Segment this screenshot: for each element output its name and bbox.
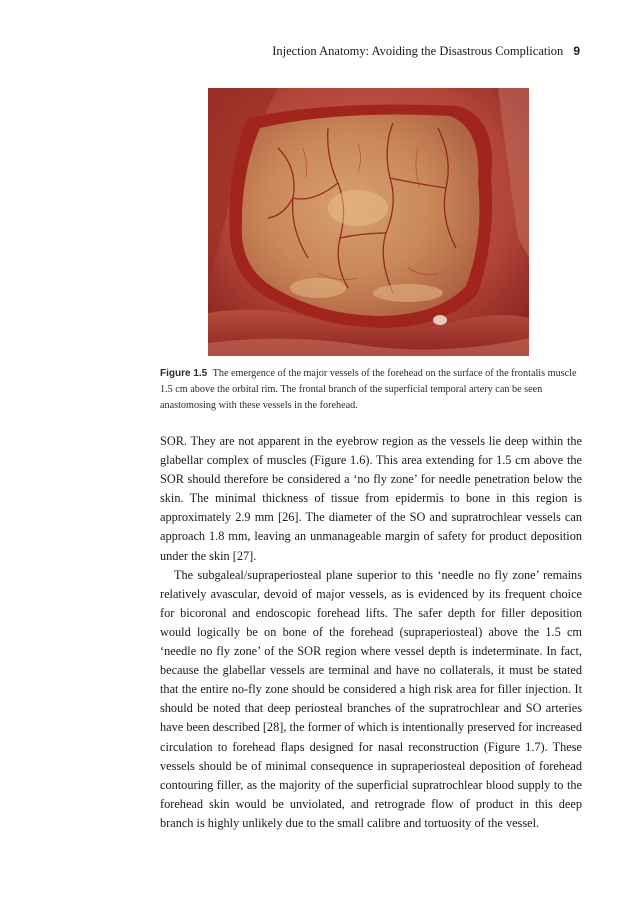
running-head-title: Injection Anatomy: Avoiding the Disastrous Complication <box>272 44 564 58</box>
running-head <box>160 44 580 59</box>
figure-caption <box>160 366 582 414</box>
figure-caption-text: The emergence of the major vessels of the forehead on the surface of the frontalis muscle 1.5 cm above the orbital rim. The frontal branch of the superficial temporal artery can be seen anastomosing with these vessels in the forehead. <box>160 368 577 411</box>
surgical-photo <box>208 88 529 356</box>
page-number: 9 <box>573 44 580 58</box>
paragraph-2: The subgaleal/supraperiosteal plane superior to this ‘needle no fly zone’ remains relatively avascular, devoid of major vessels, as is evidenced by its frequent choice for bicoronal and endoscopic forehead lifts. The safer depth for filler deposition would logically be on bone of the forehead (supraperiosteal) above the 1.5 cm ‘needle no fly zone’ of the SOR region where vessel depth is indeterminate. In fact, because the glabellar vessels are terminal and have no collaterals, it must be stated that the entire no-fly zone should be considered a high risk area for filler injection. It should be noted that deep periosteal branches of the supratrochlear and SO arteries have been described [28], the former of which is intentionally preserved for increased circulation to forehead flaps designed for nasal reconstruction (Figure 1.7). These vessels should be of minimal consequence in supraperiosteal deposition of forehead contouring filler, as the majority of the superficial supratrochlear blood supply to the forehead skin would be unviolated, and retrograde flow of product in this deep branch is highly unlikely due to the small calibre and tortuosity of the vessel. <box>160 567 582 830</box>
paragraph-1: SOR. They are not apparent in the eyebrow region as the vessels lie deep within the glabellar complex of muscles (Figure 1.6). This area extending for 1.5 cm above the SOR should therefore be considered a ‘no fly zone’ for needle penetration below the skin. The minimal thickness of tissue from epidermis to bone in this region is approximately 2.9 mm [26]. The diameter of the SO and supratrochlear vessels can approach 1.8 mm, leaving an unmanageable margin of safety for product deposition under the skin [27]. <box>160 434 582 563</box>
figure-label: Figure 1.5 <box>160 368 208 379</box>
body-text <box>160 432 582 833</box>
forehead-dissection-illustration <box>208 88 529 356</box>
